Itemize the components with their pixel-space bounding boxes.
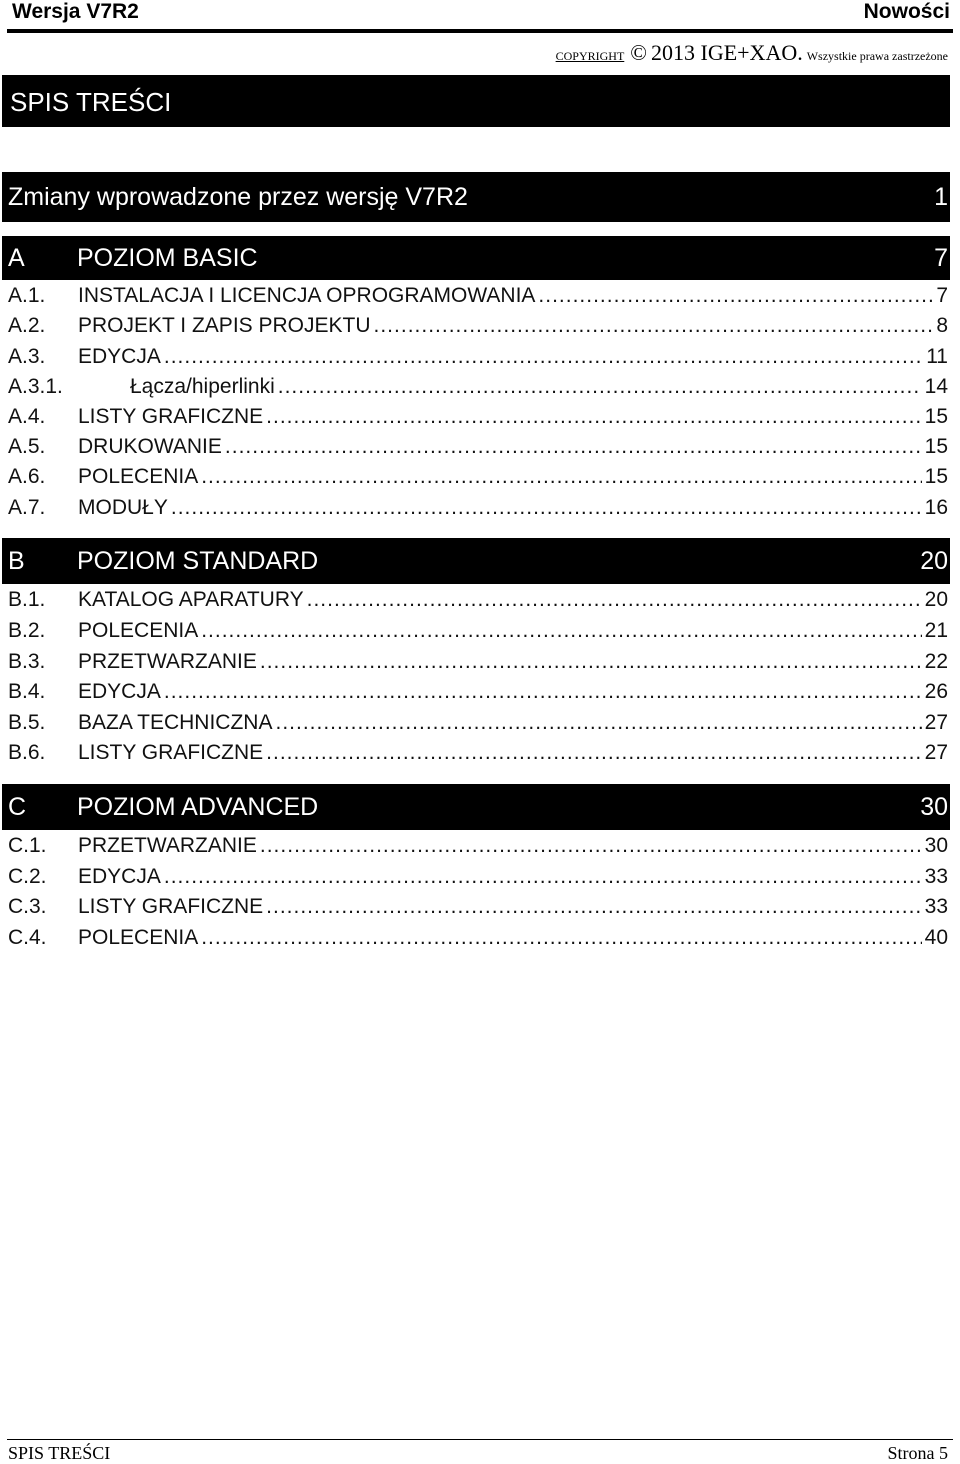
toc-leader bbox=[225, 435, 922, 459]
toc-entry-number: C.2. bbox=[8, 865, 47, 888]
toc-entry-title: POLECENIA bbox=[78, 619, 199, 642]
toc-entry-number: B.2. bbox=[8, 619, 46, 642]
toc-entry-a1[interactable] bbox=[8, 284, 948, 314]
copyright-notice bbox=[556, 40, 948, 66]
toc-leader bbox=[278, 375, 922, 399]
page-title-bar bbox=[2, 75, 950, 127]
toc-entry-a3[interactable] bbox=[8, 345, 948, 375]
toc-entry-page: 15 bbox=[924, 405, 948, 428]
toc-leader bbox=[260, 650, 922, 674]
toc-section-letter: C bbox=[8, 793, 27, 821]
toc-leader bbox=[266, 895, 921, 919]
toc-entry-a3-1[interactable] bbox=[8, 375, 948, 405]
toc-entry-title: Łącza/hiperlinki bbox=[130, 375, 275, 398]
toc-entry-title: KATALOG APARATURY bbox=[78, 588, 304, 611]
toc-section-page: 7 bbox=[934, 244, 948, 272]
footer-section-name: SPIS TREŚCI bbox=[8, 1443, 111, 1463]
toc-entry-page: 26 bbox=[924, 680, 948, 703]
toc-leader bbox=[307, 588, 922, 612]
toc-section-b[interactable] bbox=[2, 538, 950, 584]
toc-entry-c2[interactable] bbox=[8, 865, 948, 895]
toc-entry-page: 20 bbox=[924, 588, 948, 611]
toc-entry-b4[interactable] bbox=[8, 680, 948, 710]
toc-entry-number: A.7. bbox=[8, 496, 46, 519]
toc-entry-page: 40 bbox=[924, 926, 948, 949]
toc-entry-b1[interactable] bbox=[8, 588, 948, 618]
footer-page-number: Strona 5 bbox=[887, 1443, 948, 1463]
toc-entry-title: EDYCJA bbox=[78, 680, 161, 703]
document-version: Wersja V7R2 bbox=[12, 0, 139, 23]
toc-entry-number: B.1. bbox=[8, 588, 46, 611]
toc-leader bbox=[164, 865, 922, 889]
copyright-word: COPYRIGHT bbox=[555, 49, 625, 63]
copyright-year-owner: 2013 IGE+XAO. bbox=[651, 40, 803, 65]
toc-entry-number: A.1. bbox=[8, 284, 46, 307]
toc-section-letter: A bbox=[8, 244, 25, 272]
toc-entry-number: B.5. bbox=[8, 711, 46, 734]
toc-section-letter: B bbox=[8, 547, 25, 575]
toc-leader bbox=[266, 741, 921, 765]
toc-leader bbox=[266, 405, 921, 429]
toc-section-title: POZIOM STANDARD bbox=[77, 547, 319, 575]
toc-entry-page: 33 bbox=[924, 865, 948, 888]
toc-entry-number: A.5. bbox=[8, 435, 46, 458]
toc-entry-title: MODUŁY bbox=[78, 496, 168, 519]
toc-entry-number: A.3. bbox=[8, 345, 46, 368]
toc-entry-number: A.4. bbox=[8, 405, 46, 428]
toc-entry-b2[interactable] bbox=[8, 619, 948, 649]
page-title: SPIS TREŚCI bbox=[10, 87, 172, 117]
toc-heading-page: 1 bbox=[934, 183, 948, 211]
toc-leader bbox=[201, 926, 921, 950]
toc-entry-title: EDYCJA bbox=[78, 865, 161, 888]
toc-entry-title: PRZETWARZANIE bbox=[78, 650, 257, 673]
toc-section-a[interactable] bbox=[2, 236, 950, 280]
toc-section-title: POZIOM ADVANCED bbox=[77, 793, 319, 821]
toc-section-page: 30 bbox=[920, 793, 948, 821]
toc-leader bbox=[171, 496, 922, 520]
toc-entry-page: 33 bbox=[924, 895, 948, 918]
toc-entry-title: LISTY GRAFICZNE bbox=[78, 895, 264, 918]
toc-leader bbox=[164, 680, 922, 704]
toc-leader bbox=[201, 619, 921, 643]
header-rule bbox=[7, 29, 953, 33]
toc-entry-number: C.3. bbox=[8, 895, 47, 918]
toc-entry-b6[interactable] bbox=[8, 741, 948, 771]
toc-entry-page: 27 bbox=[924, 711, 948, 734]
toc-section-page: 20 bbox=[920, 547, 948, 575]
toc-leader bbox=[164, 345, 923, 369]
toc-entry-title: POLECENIA bbox=[78, 465, 199, 488]
toc-entry-title: INSTALACJA I LICENCJA OPROGRAMOWANIA bbox=[78, 284, 536, 307]
toc-section-title: POZIOM BASIC bbox=[77, 244, 258, 272]
toc-leader bbox=[201, 465, 921, 489]
toc-entry-page: 30 bbox=[924, 834, 948, 857]
toc-entry-c4[interactable] bbox=[8, 926, 948, 956]
toc-entry-title: DRUKOWANIE bbox=[78, 435, 222, 458]
toc-leader bbox=[538, 284, 933, 308]
toc-entry-title: BAZA TECHNICZNA bbox=[78, 711, 273, 734]
toc-entry-c1[interactable] bbox=[8, 834, 948, 864]
toc-entry-page: 27 bbox=[924, 741, 948, 764]
toc-heading-title: Zmiany wprowadzone przez wersję V7R2 bbox=[8, 183, 468, 211]
toc-leader bbox=[260, 834, 922, 858]
toc-entry-title: POLECENIA bbox=[78, 926, 199, 949]
toc-entry-title: PRZETWARZANIE bbox=[78, 834, 257, 857]
toc-entry-number: A.2. bbox=[8, 314, 46, 337]
toc-entry-title: PROJEKT I ZAPIS PROJEKTU bbox=[78, 314, 371, 337]
toc-entry-page: 14 bbox=[924, 375, 948, 398]
copyright-rights: Wszystkie prawa zastrzeżone bbox=[806, 49, 948, 63]
toc-entry-page: 15 bbox=[924, 465, 948, 488]
toc-entry-title: EDYCJA bbox=[78, 345, 161, 368]
toc-entry-number: B.4. bbox=[8, 680, 46, 703]
toc-entry-page: 21 bbox=[924, 619, 948, 642]
toc-entry-number: A.3.1. bbox=[8, 375, 63, 398]
toc-entry-number: A.6. bbox=[8, 465, 46, 488]
toc-entry-title: LISTY GRAFICZNE bbox=[78, 741, 264, 764]
copyright-symbol: © bbox=[630, 40, 647, 65]
toc-entry-a6[interactable] bbox=[8, 465, 948, 495]
document-section: Nowości bbox=[863, 0, 950, 23]
toc-entry-number: C.1. bbox=[8, 834, 47, 857]
toc-entry-number: B.3. bbox=[8, 650, 46, 673]
toc-entry-page: 22 bbox=[924, 650, 948, 673]
toc-entry-page: 15 bbox=[924, 435, 948, 458]
toc-entry-a4[interactable] bbox=[8, 405, 948, 435]
footer-rule bbox=[7, 1439, 953, 1440]
toc-entry-page: 7 bbox=[936, 284, 948, 307]
toc-entry-c3[interactable] bbox=[8, 895, 948, 925]
toc-entry-page: 8 bbox=[936, 314, 948, 337]
toc-entry-number: B.6. bbox=[8, 741, 46, 764]
toc-entry-b5[interactable] bbox=[8, 711, 948, 741]
toc-leader bbox=[275, 711, 921, 735]
toc-entry-page: 16 bbox=[924, 496, 948, 519]
toc-heading-intro[interactable] bbox=[2, 172, 950, 222]
toc-entry-title: LISTY GRAFICZNE bbox=[78, 405, 264, 428]
toc-entry-a7[interactable] bbox=[8, 496, 948, 526]
toc-section-c[interactable] bbox=[2, 784, 950, 830]
toc-entry-b3[interactable] bbox=[8, 650, 948, 680]
toc-entry-a5[interactable] bbox=[8, 435, 948, 465]
toc-entry-a2[interactable] bbox=[8, 314, 948, 344]
toc-entry-page: 11 bbox=[926, 345, 948, 368]
toc-leader bbox=[374, 314, 934, 338]
toc-entry-number: C.4. bbox=[8, 926, 47, 949]
